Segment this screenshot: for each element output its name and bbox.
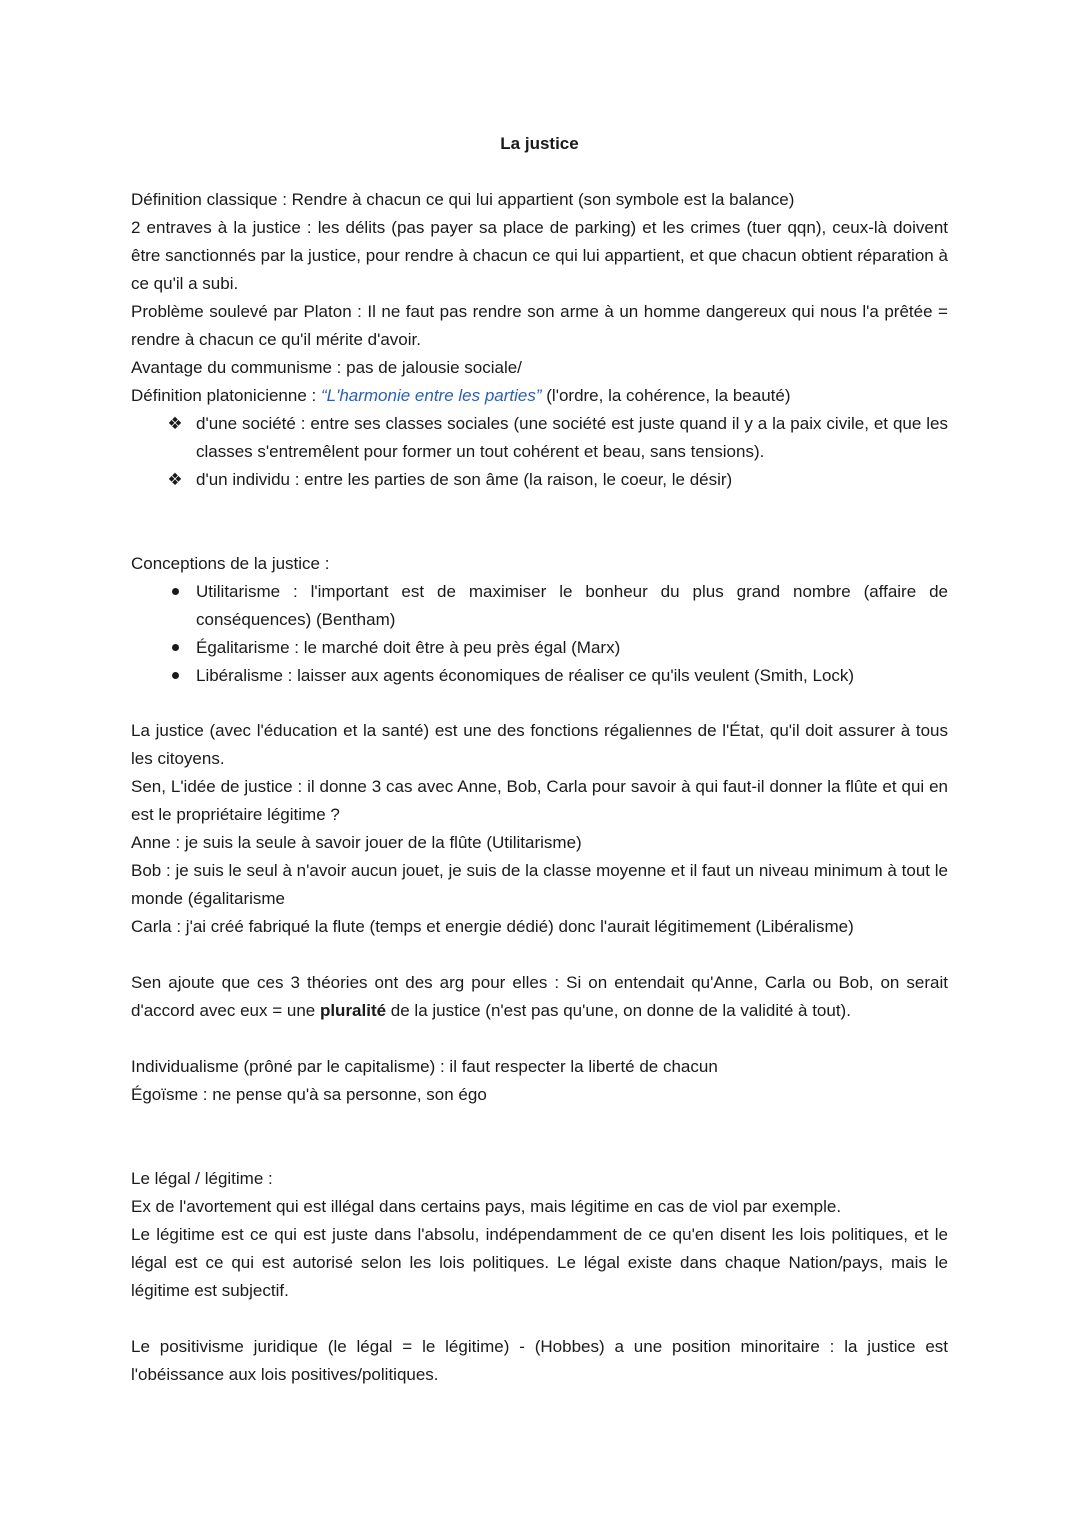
- list-item-text: Égalitarisme : le marché doit être à peu près égal (Marx): [196, 638, 621, 657]
- list-item-text: d'un individu : entre les parties de son âme (la raison, le coeur, le désir): [196, 470, 733, 489]
- page-title: La justice: [500, 134, 579, 153]
- paragraph-definition-platonicienne: [131, 382, 948, 410]
- bold-pluralite: pluralité: [319, 1001, 387, 1020]
- paragraph-carla: Carla : j'ai créé fabriqué la flute (temps et energie dédié) donc l'aurait légitimement (Libéralisme): [131, 917, 854, 936]
- document-body: [131, 130, 948, 1389]
- paragraph-fonctions-regaliennes: La justice (avec l'éducation et la santé) est une des fonctions régaliennes de l'État, qu'il doit assurer à tous les citoyens.: [131, 721, 948, 768]
- paragraph-legal-legitime-heading: Le légal / légitime :: [131, 1169, 273, 1188]
- list-item: [131, 662, 948, 690]
- bullet-dot-icon: [165, 634, 185, 662]
- paragraph-entraves: 2 entraves à la justice : les délits (pas payer sa place de parking) et les crimes (tuer qqn), ceux-là doivent être sanctionnés par la justice, pour rendre à chacun ce qui lui appartient, et que chacun obtient réparation à ce qu'il a subi.: [131, 218, 948, 293]
- conceptions-heading: Conceptions de la justice :: [131, 554, 330, 573]
- list-item: [131, 634, 948, 662]
- text: de la justice (n'est pas qu'une, on donne de la validité à tout).: [386, 1001, 851, 1020]
- paragraph-individualisme: Individualisme (prôné par le capitalisme) : il faut respecter la liberté de chacun: [131, 1057, 718, 1076]
- list-item-text: d'une société : entre ses classes sociales (une société est juste quand il y a la paix civile, et que les classes s'entremêlent pour former un tout cohérent et beau, sans tensions).: [196, 414, 948, 461]
- list-item-text: Libéralisme : laisser aux agents économiques de réaliser ce qu'ils veulent (Smith, Lock): [196, 666, 855, 685]
- paragraph-communisme: Avantage du communisme : pas de jalousie sociale/: [131, 358, 522, 377]
- list-item: [131, 410, 948, 466]
- paragraph-legitime-definition: Le légitime est ce qui est juste dans l'absolu, indépendamment de ce qu'en disent les lois politiques, et le légal est ce qui est autorisé selon les lois politiques. Le légal existe dans chaque Nation/pays, mais le légitime est subjectif.: [131, 1225, 948, 1300]
- text: (l'ordre, la cohérence, la beauté): [541, 386, 791, 405]
- platon-list: [131, 410, 948, 494]
- paragraph-anne: Anne : je suis la seule à savoir jouer de la flûte (Utilitarisme): [131, 833, 582, 852]
- paragraph-platon-probleme: Problème soulevé par Platon : Il ne faut pas rendre son arme à un homme dangereux qui nous l'a prêtée = rendre à chacun ce qu'il mérite d'avoir.: [131, 302, 948, 349]
- diamond-bullet-icon: ❖: [167, 414, 183, 433]
- paragraph-bob: Bob : je suis le seul à n'avoir aucun jouet, je suis de la classe moyenne et il faut un niveau minimum à tout le monde (égalitarisme: [131, 861, 948, 908]
- list-item-text: Utilitarisme : l'important est de maximiser le bonheur du plus grand nombre (affaire de conséquences) (Bentham): [196, 582, 948, 629]
- paragraph-positivisme: Le positivisme juridique (le légal = le légitime) - (Hobbes) a une position minoritaire : la justice est l'obéissance aux lois positives/politiques.: [131, 1337, 948, 1384]
- bullet-dot-icon: [165, 662, 185, 690]
- text: Définition platonicienne :: [131, 386, 321, 405]
- conceptions-list: [131, 578, 948, 690]
- paragraph-sen-idee: Sen, L'idée de justice : il donne 3 cas avec Anne, Bob, Carla pour savoir à qui faut-il donner la flûte et qui en est le propriétaire légitime ?: [131, 777, 948, 824]
- paragraph-sen-pluralite: [131, 969, 948, 1025]
- text: Sen ajoute que ces 3 théories ont des arg pour elles : Si on entendait qu'Anne, Carla ou Bob, on serait d'accord avec eux = une: [131, 973, 948, 1020]
- bullet-dot-icon: [165, 578, 185, 606]
- paragraph-definition-classique: Définition classique : Rendre à chacun ce qui lui appartient (son symbole est la balance): [131, 190, 795, 209]
- list-item: [131, 578, 948, 634]
- diamond-bullet-icon: ❖: [167, 470, 183, 489]
- quote-harmonie: “L'harmonie entre les parties”: [320, 386, 542, 405]
- list-item: [131, 466, 948, 494]
- paragraph-avortement: Ex de l'avortement qui est illégal dans certains pays, mais légitime en cas de viol par exemple.: [131, 1197, 842, 1216]
- paragraph-egoisme: Égoïsme : ne pense qu'à sa personne, son égo: [131, 1085, 487, 1104]
